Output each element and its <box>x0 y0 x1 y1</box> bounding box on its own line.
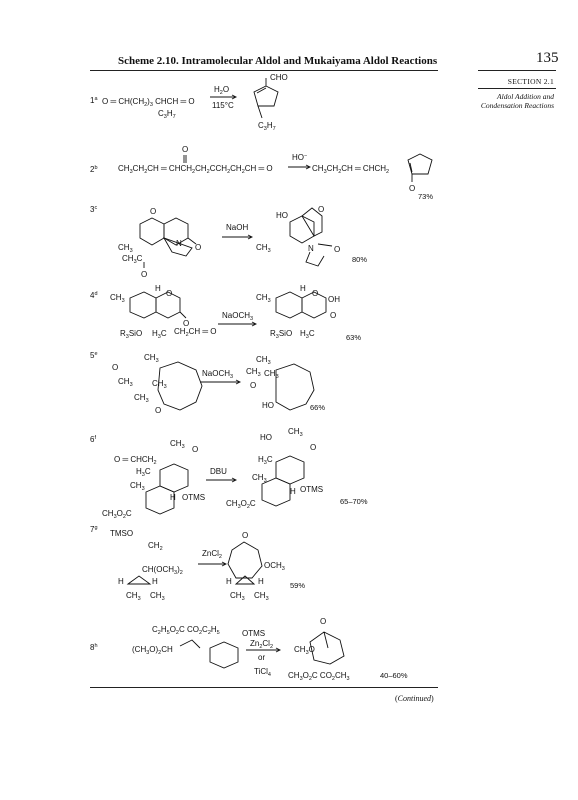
medium-ring <box>276 364 314 410</box>
methyl-label: $H_3C$ <box>300 329 315 340</box>
hydroxyl: HO <box>276 211 288 220</box>
cycloheptanone-ring <box>228 542 262 578</box>
methyl-label: $CH_3$ <box>252 473 267 484</box>
diester-label: $C_2H_5O_2C$ $CO_2C_2H_5$ <box>152 625 220 636</box>
ring-o: O <box>166 289 173 298</box>
yield: 66% <box>310 403 326 412</box>
otms: OTMS <box>242 629 266 638</box>
ketone-o: O <box>310 443 317 452</box>
ketone-o: O <box>250 381 257 390</box>
yield: 59% <box>290 581 306 590</box>
methyl-label: $CH_3$ <box>150 591 165 602</box>
reagent-top: NaOCH$_3$ <box>222 311 254 322</box>
acetyl-o: O <box>141 270 148 279</box>
aldehyde-label: CHO <box>270 73 288 82</box>
h-label: H <box>170 493 176 502</box>
methyl-label: $CH_3$ <box>256 293 271 304</box>
reagent-top: NaOCH$_3$ <box>202 369 234 380</box>
cyclopentene-ring <box>254 86 278 106</box>
reagent-bottom: TiCl$_4$ <box>254 667 271 678</box>
entry-1 <box>90 73 288 132</box>
methyl-label: $CH_3$ <box>170 439 185 450</box>
entry-number: 4$^d$ <box>90 291 98 300</box>
entry-number: 1$^a$ <box>90 96 98 105</box>
methyl-label: $CH_3$ <box>126 591 141 602</box>
reagent-top: DBU <box>210 467 227 476</box>
ketone-o: O <box>192 445 199 454</box>
ketone-o: O <box>155 406 162 415</box>
entry-6 <box>90 427 368 520</box>
ketone-o: O <box>320 617 327 626</box>
methoxy: $CH_3O$ <box>294 645 315 656</box>
entry-4 <box>90 284 361 342</box>
ring-a <box>140 218 164 245</box>
side-chain: $CH_2CH$ ═ O <box>174 327 217 338</box>
ketone-o: O <box>330 311 337 320</box>
hydroxyl: HO <box>260 433 272 442</box>
reagent-bottom: 115°C <box>212 101 234 110</box>
subsection-line-1: Aldol Addition and <box>497 92 554 101</box>
cyclopropane <box>236 576 254 584</box>
hydroxyl: HO <box>262 401 274 410</box>
methyl-label: $CH_3$ <box>256 243 271 254</box>
cyclopropane <box>128 576 150 584</box>
entry-number: 6$^f$ <box>90 435 96 444</box>
methyl-label: $CH_3$ <box>288 427 303 438</box>
bond <box>318 244 332 246</box>
methyl-label: $CH_3$ <box>130 481 145 492</box>
h-label: H <box>152 577 158 586</box>
ester-label: $CH_3O_2C$ <box>226 499 256 510</box>
entry-5 <box>90 351 325 415</box>
bridge-bond <box>324 632 328 648</box>
ester-label: $CH_3O_2C$ $CO_2CH_3$ <box>288 671 350 682</box>
ketone-o: O <box>182 145 189 154</box>
section-label: SECTION 2.1 <box>507 77 554 86</box>
scheme-title: Scheme 2.10. Intramolecular Aldol and Mukaiyama Aldol Reactions <box>118 55 438 67</box>
methyl-label: $CH_3$ <box>230 591 245 602</box>
entry-number: 2$^b$ <box>90 165 98 174</box>
h-label: H <box>155 284 161 293</box>
silyl-ether: $R_3SiO$ <box>120 329 143 340</box>
methyl-label: $CH_3$ <box>152 379 167 390</box>
methyl-label: $CH_3$ <box>144 353 159 364</box>
methyl-label: $H_3C$ <box>152 329 167 340</box>
ketone-o: O <box>112 363 119 372</box>
ester-label: $CH_3O_2C$ <box>102 509 132 520</box>
acetal: $CH(OCH_3)_2$ <box>142 565 183 576</box>
yield: 80% <box>352 255 368 264</box>
continued-note: (Continued) <box>395 694 434 703</box>
otms: OTMS <box>182 493 206 502</box>
silyl-ether: $R_3SiO$ <box>270 329 293 340</box>
reagent-top: NaOH <box>226 223 249 232</box>
cyclohexene-ring <box>210 642 238 668</box>
h-label: H <box>290 487 296 496</box>
methyl-label: $CH_3$ <box>110 293 125 304</box>
lactam-o: O <box>334 245 341 254</box>
reagent-top: $Zn_2Cl_2$ <box>250 639 274 650</box>
otms: OTMS <box>300 485 324 494</box>
methyl-label: $CH_3C$ <box>122 254 143 265</box>
bond <box>258 106 262 118</box>
pyrrolidine-ring <box>306 252 324 266</box>
methyl-label: $H_3C$ <box>258 455 273 466</box>
h-label: H <box>118 577 124 586</box>
methyl-label: $CH_3$ <box>118 243 133 254</box>
ketone-o: O <box>150 207 157 216</box>
methyl-label: $CH_3$ <box>118 377 133 388</box>
ring-o: O <box>312 289 319 298</box>
h-label: H <box>258 577 264 586</box>
carbonyl-bond <box>180 312 186 318</box>
yield: 40–60% <box>380 671 408 680</box>
nitrogen: N <box>176 239 182 248</box>
entry-number: 5e <box>90 351 98 360</box>
h-label: H <box>226 577 232 586</box>
page-number: 135 <box>536 50 559 66</box>
reagent-mid: or <box>258 653 266 662</box>
reactant-formula: O ═ $CH(CH_2)_3$ CHCH ═ O <box>102 97 195 108</box>
methyl-label: $CH_3$ <box>134 393 149 404</box>
tmso: TMSO <box>110 529 134 538</box>
ring-a <box>276 292 302 318</box>
methyl-label: $CH_3$ <box>246 367 261 378</box>
entry-number: 3$^c$ <box>90 205 98 214</box>
propyl-label: $C_3H_7$ <box>158 109 176 120</box>
continued-text: Continued <box>397 694 432 703</box>
methyl-label: $CH_3$ <box>256 355 271 366</box>
ketone-o: O <box>318 205 325 214</box>
bicyclic-ring <box>310 632 344 664</box>
vinyl: $CH_2$ <box>148 541 163 552</box>
reagent-top: $H_2O$ <box>214 85 230 96</box>
side-chain: O ═ $CHCH_2$ <box>114 455 157 466</box>
entry-3 <box>90 205 367 279</box>
nitrogen: N <box>308 244 314 253</box>
acetal: $(CH_3O)_2CH$ <box>132 645 173 656</box>
methoxy: $OCH_3$ <box>264 561 285 572</box>
ketone-o: O <box>242 531 249 540</box>
ketone-o: O <box>183 319 190 328</box>
h-label: H <box>300 284 306 293</box>
methyl-label: $CH_3$ <box>254 591 269 602</box>
entry-number: 7$^g$ <box>90 525 98 534</box>
yield: 63% <box>346 333 362 342</box>
chain <box>180 640 200 648</box>
yield: 73% <box>418 192 434 201</box>
product-formula: $CH_3CH_2CH$ ═ $CHCH_2$ <box>312 164 390 175</box>
ring-a <box>130 292 156 318</box>
lactam-o: O <box>195 243 202 252</box>
propyl-label: $C_3H_7$ <box>258 121 276 132</box>
subsection-line-2: Condensation Reactions <box>480 101 554 110</box>
reagent-top: HO− <box>292 153 308 162</box>
yield: 65–70% <box>340 497 368 506</box>
entry-2 <box>90 145 433 201</box>
reactant-formula: $CH_3CH_2CH$ ═ $CHCH_2CH_2CCH_2CH_2CH$ ═ O <box>118 164 273 175</box>
methyl-label: $H_3C$ <box>136 467 151 478</box>
reagent-top: ZnCl$_2$ <box>202 549 222 560</box>
methyl-label: $CH_3$ <box>264 369 279 380</box>
ketone-o: O <box>409 184 416 193</box>
entry-number: 8$^h$ <box>90 643 98 652</box>
entry-7 <box>90 525 305 602</box>
hydroxyl: OH <box>328 295 340 304</box>
entry-8 <box>90 617 408 682</box>
